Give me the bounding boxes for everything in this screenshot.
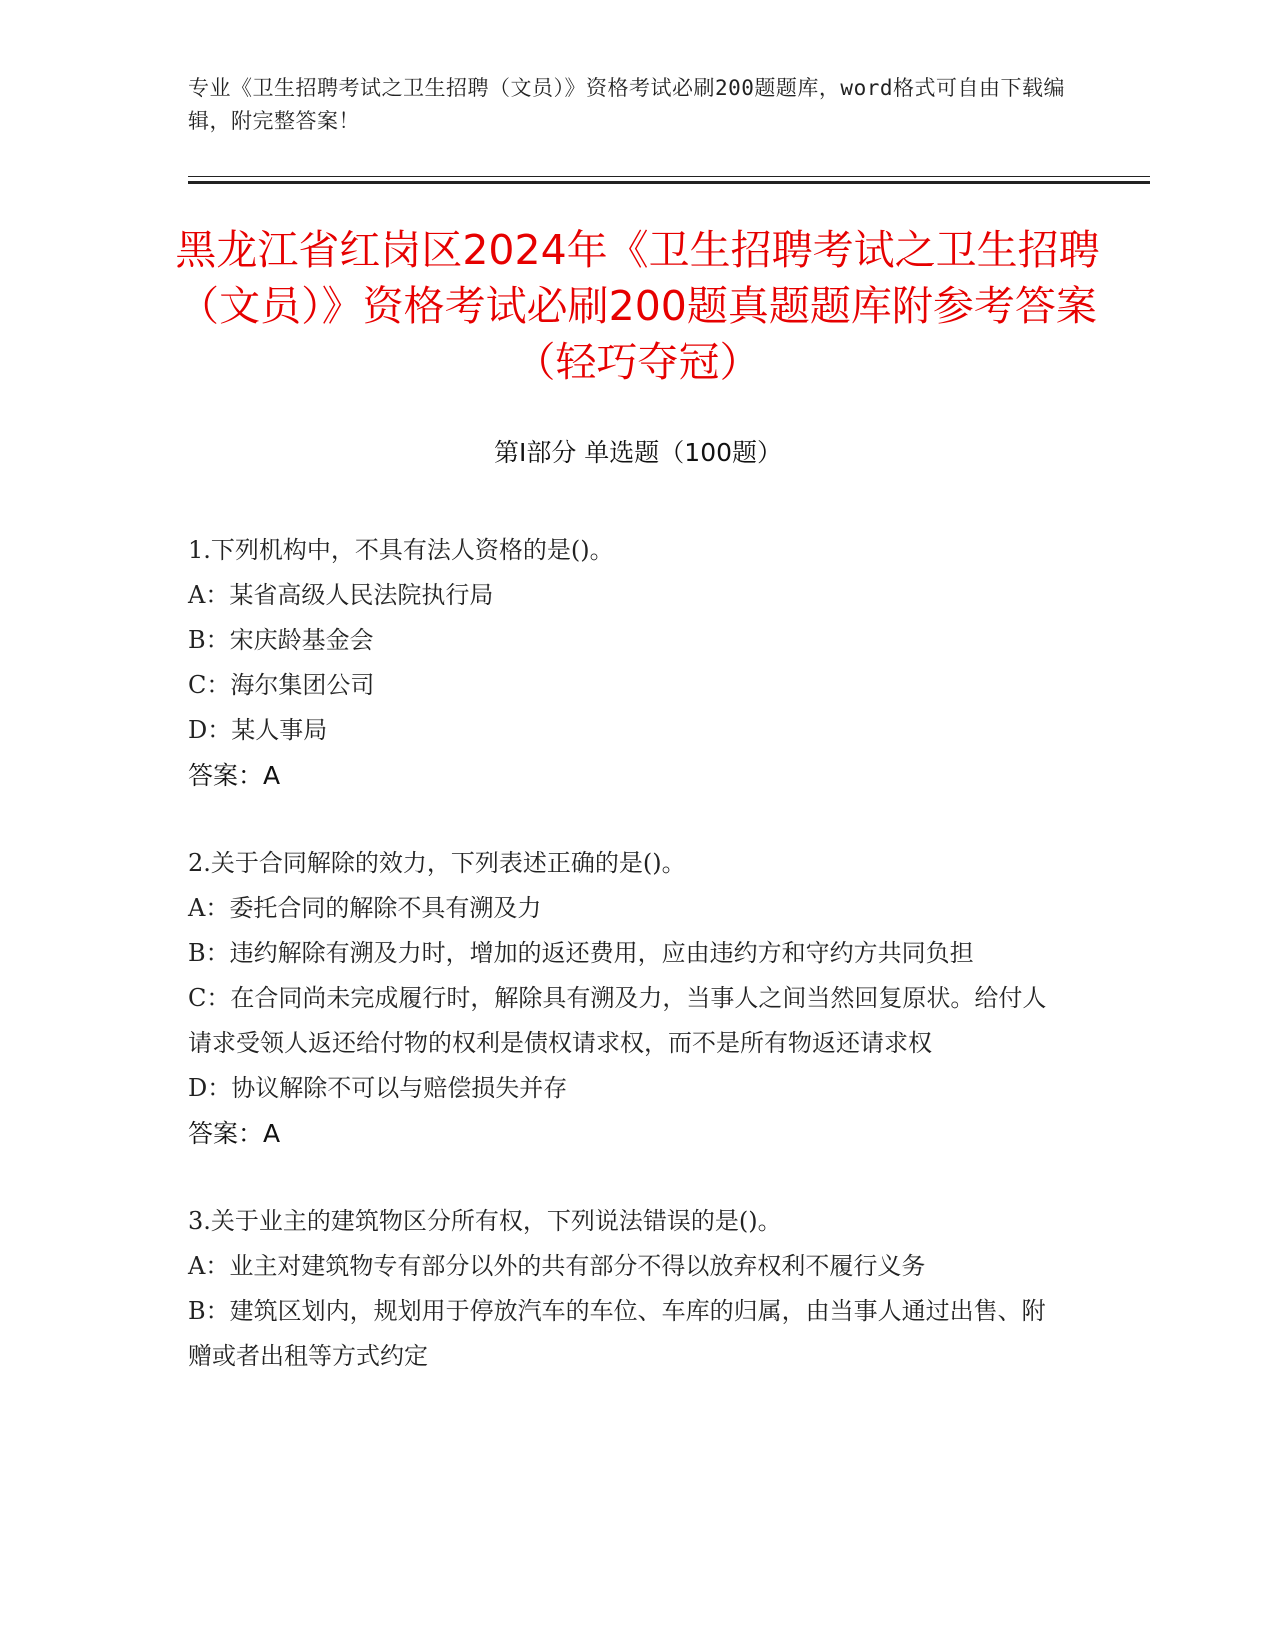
question-item xyxy=(188,841,1068,1156)
option-b: B：建筑区划内，规划用于停放汽车的车位、车库的归属，由当事人通过出售、附赠或者出租等方式约定 xyxy=(188,1297,1046,1370)
option-a: A：某省高级人民法院执行局 xyxy=(188,581,494,609)
question-stem: 2.关于合同解除的效力，下列表述正确的是()。 xyxy=(188,849,686,877)
header-divider-thin xyxy=(188,176,1150,177)
question-item xyxy=(188,1199,1068,1379)
option-a: A：业主对建筑物专有部分以外的共有部分不得以放弃权利不履行义务 xyxy=(188,1252,926,1280)
option-d: D：协议解除不可以与赔偿损失并存 xyxy=(188,1074,568,1102)
question-item xyxy=(188,528,1068,798)
header-note: 专业《卫生招聘考试之卫生招聘（文员）》资格考试必刷200题题库，word格式可自由下载编辑，附完整答案！ xyxy=(188,76,1065,133)
section-heading: 第Ⅰ部分 单选题（100题） xyxy=(493,438,783,467)
question-stem: 3.关于业主的建筑物区分所有权，下列说法错误的是()。 xyxy=(188,1207,782,1235)
header-divider-thick xyxy=(188,181,1150,184)
option-c: C：海尔集团公司 xyxy=(188,671,375,699)
option-a: A：委托合同的解除不具有溯及力 xyxy=(188,894,542,922)
question-list xyxy=(188,528,1068,1422)
option-b: B：违约解除有溯及力时，增加的返还费用，应由违约方和守约方共同负担 xyxy=(188,939,974,967)
option-c: C：在合同尚未完成履行时，解除具有溯及力，当事人之间当然回复原状。给付人请求受领人返还给付物的权利是债权请求权，而不是所有物返还请求权 xyxy=(188,984,1047,1057)
answer-line: 答案：A xyxy=(188,761,281,790)
question-stem: 1.下列机构中，不具有法人资格的是()。 xyxy=(188,536,614,564)
answer-line: 答案：A xyxy=(188,1119,281,1148)
option-b: B：宋庆龄基金会 xyxy=(188,626,374,654)
document-title: 黑龙江省红岗区2024年《卫生招聘考试之卫生招聘（文员）》资格考试必刷200题真题题库附参考答案（轻巧夺冠） xyxy=(175,226,1100,386)
option-d: D：某人事局 xyxy=(188,716,328,744)
